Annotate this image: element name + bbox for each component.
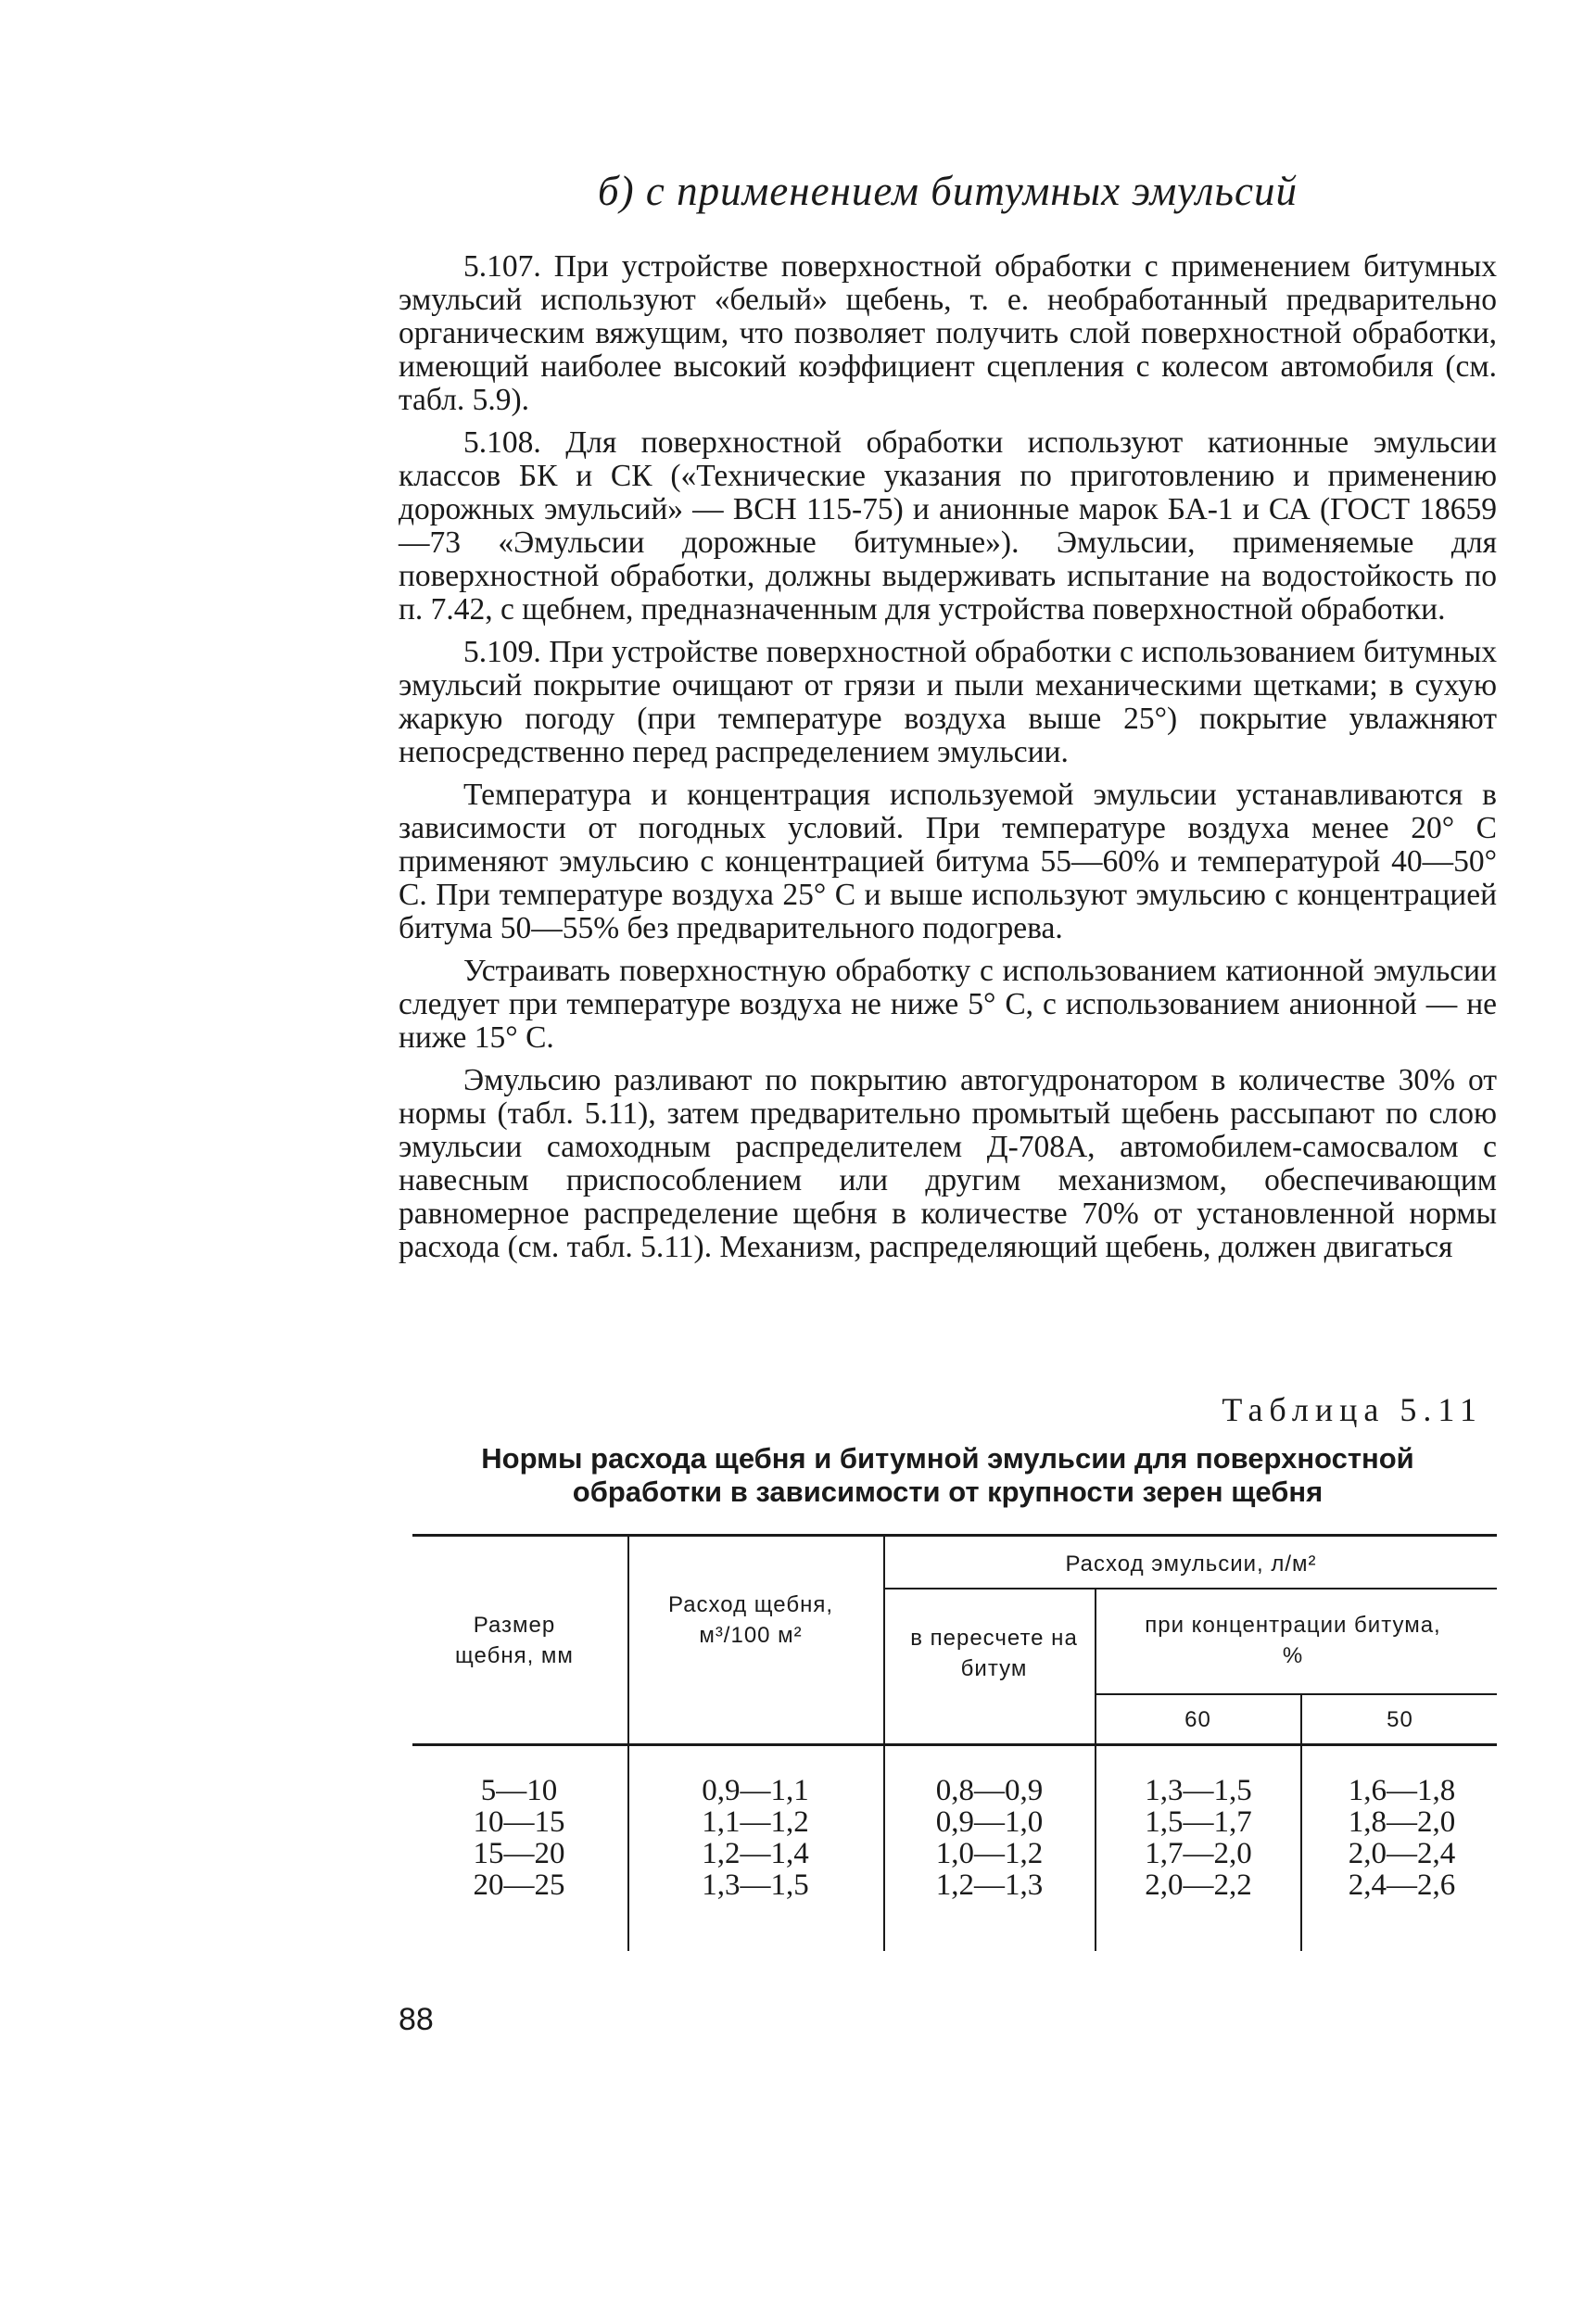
page-number: 88	[399, 2002, 434, 2037]
cell-gravel-row-3: 1,2—1,4	[702, 1837, 809, 1870]
column-c50	[1307, 1775, 1497, 1901]
emulsion-group-rule	[884, 1588, 1497, 1589]
cell-c60-row-4: 2,0—2,2	[1145, 1868, 1252, 1902]
cell-c50-row-4: 2,4—2,6	[1348, 1868, 1456, 1902]
cell-gravel-row-2: 1,1—1,2	[702, 1805, 809, 1839]
paragraph-cationic: Устраивать поверхностную обработку с использованием катионной эмульсии следует при температуре воздуха не ниже 5° С, с использованием анионной — не ниже 15° С.	[399, 954, 1497, 1055]
header-gravel: Расход щебня, м³/100 м²	[668, 1592, 833, 1648]
table-label: Таблица 5.11	[1222, 1391, 1483, 1428]
header-c60: 60	[1184, 1707, 1211, 1732]
header-emulsion-group: Расход эмульсии, л/м²	[1065, 1551, 1317, 1577]
cell-c50-row-1: 1,6—1,8	[1348, 1774, 1456, 1807]
column-bitumen	[890, 1775, 1089, 1901]
header-size: Размер щебня, мм	[455, 1613, 574, 1668]
cell-bitumen-row-4: 1,2—1,3	[935, 1868, 1044, 1902]
column-divider-2	[883, 1534, 885, 1951]
cell-c60-row-3: 1,7—2,0	[1145, 1837, 1252, 1870]
table-title-line-1: Нормы расхода щебня и битумной эмульсии для поверхностной	[481, 1442, 1414, 1475]
column-divider-1	[627, 1534, 629, 1951]
cell-bitumen-row-3: 1,0—1,2	[935, 1837, 1044, 1870]
body-text	[399, 250, 1497, 1273]
cell-c50-row-2: 1,8—2,0	[1348, 1805, 1456, 1839]
cell-gravel-row-4: 1,3—1,5	[702, 1868, 809, 1902]
column-divider-3	[1095, 1588, 1096, 1951]
cell-c60-row-2: 1,5—1,7	[1145, 1805, 1252, 1839]
column-divider-4	[1300, 1693, 1302, 1951]
cell-size-row-3: 15—20	[473, 1837, 565, 1870]
column-gravel	[640, 1775, 871, 1901]
paragraph-5-108: 5.108. Для поверхностной обработки используют катионные эмульсии классов БК и СК («Технические указания по приготовлению и применению дорожных эмульсий» — ВСН 115-75) и анионные марок БА-1 и СА (ГОСТ 18659—73 «Эмульсии дорожные битумные»). Эмульсии, применяемые для поверхностной обработки, должны выдерживать испытание на водостойкость по п. 7.42, с щебнем, предназначенным для устройства поверхностной обработки.	[399, 425, 1497, 627]
concentration-group-rule	[1096, 1693, 1497, 1695]
cell-size-row-2: 10—15	[473, 1805, 565, 1839]
cell-bitumen-row-2: 0,9—1,0	[935, 1805, 1044, 1839]
section-heading: б) с применением битумных эмульсий	[597, 168, 1298, 214]
header-concentration-group: при концентрации битума, %	[1145, 1613, 1441, 1668]
column-size	[426, 1775, 612, 1901]
table-top-rule	[412, 1534, 1497, 1537]
cell-gravel-row-1: 0,9—1,1	[702, 1774, 809, 1807]
paragraph-5-107: 5.107. При устройстве поверхностной обработки с применением битумных эмульсий используют «белый» щебень, т. е. необработанный предварительно органическим вяжущим, что позволяет получить слой поверхностной обработки, имеющий наиболее высокий коэффициент сцепления с колесом автомобиля (см. табл. 5.9).	[399, 249, 1497, 417]
consumption-table	[399, 1534, 1497, 1960]
header-bitumen: в пересчете на битум	[910, 1626, 1078, 1681]
paragraph-5-109: 5.109. При устройстве поверхностной обработки с использованием битумных эмульсий покрытие очищают от грязи и пыли механическими щетками; в сухую жаркую погоду (при температуре воздуха выше 25°) покрытие увлажняют непосредственно перед распределением эмульсии.	[399, 635, 1497, 769]
cell-c60-row-1: 1,3—1,5	[1145, 1774, 1252, 1807]
table-title-line-2: обработки в зависимости от крупности зерен щебня	[572, 1475, 1324, 1508]
table-title	[399, 1442, 1497, 1509]
header-c50: 50	[1387, 1707, 1413, 1732]
cell-size-row-1: 5—10	[480, 1774, 558, 1807]
cell-size-row-4: 20—25	[473, 1868, 565, 1902]
cell-c50-row-3: 2,0—2,4	[1348, 1837, 1456, 1870]
paragraph-distribution: Эмульсию разливают по покрытию автогудронатором в количестве 30% от нормы (табл. 5.11), затем предварительно промытый щебень рассыпают по слою эмульсии самоходным распределителем Д-708А, автомобилем-самосвалом с навесным приспособлением или другим механизмом, обеспечивающим равномерное распределение щебня в количестве 70% от установленной нормы расхода (см. табл. 5.11). Механизм, распределяющий щебень, должен двигаться	[399, 1063, 1497, 1264]
cell-bitumen-row-1: 0,8—0,9	[935, 1774, 1044, 1807]
paragraph-temperature: Температура и концентрация используемой эмульсии устанавливаются в зависимости от погодных условий. При температуре воздуха менее 20° С применяют эмульсию с концентрацией битума 55—60% и температурой 40—50° С. При температуре воздуха 25° С и выше используют эмульсию с концентрацией битума 50—55% без предварительного подогрева.	[399, 778, 1497, 945]
header-bottom-rule	[412, 1743, 1497, 1746]
column-c60	[1101, 1775, 1296, 1901]
